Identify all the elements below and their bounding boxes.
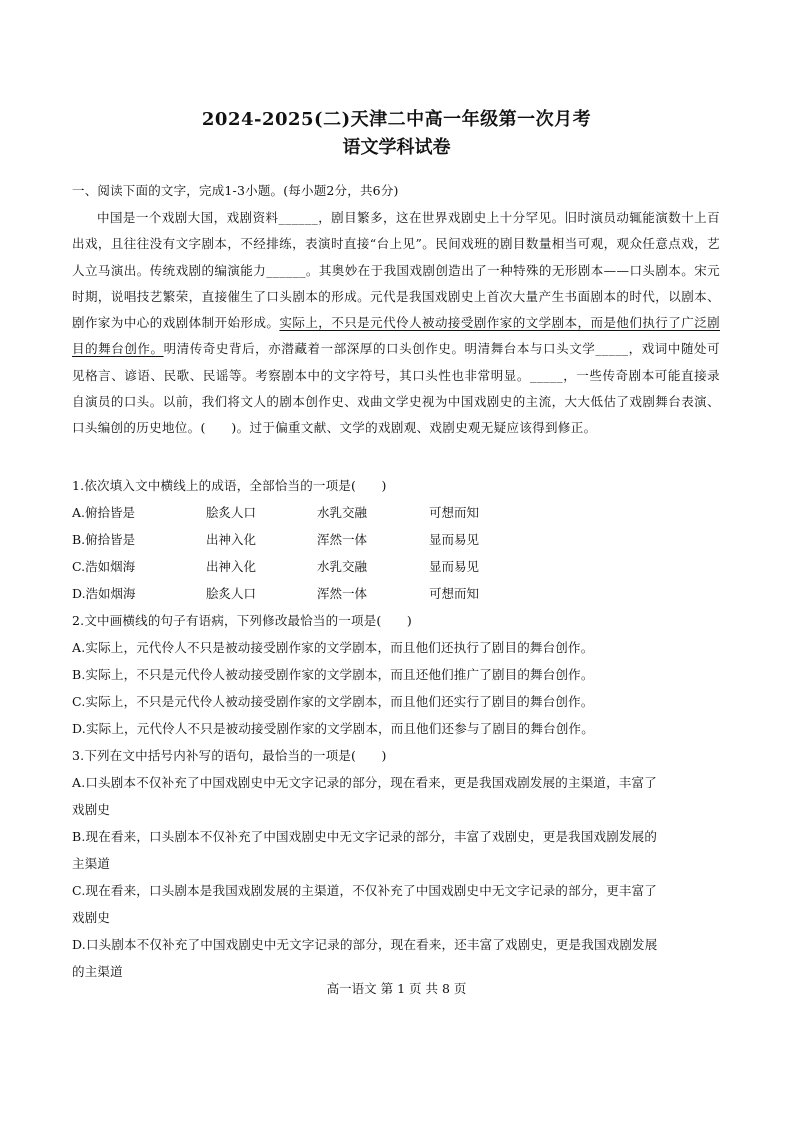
option-a-3: 水乳交融: [317, 505, 368, 520]
question-3-option-a-line-1: A.口头剧本不仅补充了中国戏剧史中无文字记录的部分，现在看来，更是我国戏剧发展的主渠道，丰富了: [72, 775, 657, 790]
option-b-2: 出神入化: [206, 532, 257, 547]
option-d-4: 可想而知: [429, 586, 480, 601]
exam-subtitle: 语文学科试卷: [342, 137, 451, 158]
option-a-1: A.俯拾皆是: [72, 505, 136, 520]
passage-part-2: 明清传奇史背后，亦潜藏着一部深厚的口头创作史。明清舞台本与口头文学_____，戏词中随处可见格言、谚语、民歌、民谣等。考察剧本中的文字符号，其口头性也非常明显。_____，一些传奇剧本可能直接录自演员的口头。以前，我们将文人的剧本创作史、戏曲文学史视为中国戏剧史的主流，大大低估了戏剧舞台表演、口头编创的历史地位。( )。过于偏重文献、文学的戏剧观、戏剧史观无疑应该得到修正。: [72, 341, 720, 436]
question-2-option-a: A.实际上，元代伶人不只是被动接受剧作家的文学剧本，而且他们还执行了剧目的舞台创作。: [72, 640, 594, 655]
option-d-1: D.浩如烟海: [72, 586, 136, 601]
reading-passage: [72, 205, 720, 442]
question-2-stem: 2.文中画横线的句子有语病，下列修改最恰当的一项是( ): [72, 613, 412, 628]
question-2-option-d: D.实际上，元代伶人不只是被动接受剧作家的文学剧本，而且他们还参与了剧目的舞台创作。: [72, 721, 594, 736]
option-a-4: 可想而知: [429, 505, 480, 520]
question-1-stem: 1.依次填入文中横线上的成语，全部恰当的一项是( ): [72, 478, 387, 493]
option-b-3: 浑然一体: [317, 532, 368, 547]
option-d-3: 浑然一体: [317, 586, 368, 601]
question-3-option-d-line-2: 的主渠道: [72, 964, 123, 979]
option-c-2: 出神入化: [206, 559, 257, 574]
question-3-option-c-line-1: C.现在看来，口头剧本是我国戏剧发展的主渠道，不仅补充了中国戏剧史中无文字记录的部分，更丰富了: [72, 883, 657, 898]
question-3-option-a-line-2: 戏剧史: [72, 802, 111, 817]
option-b-1: B.俯拾皆是: [72, 532, 136, 547]
question-2-option-c: C.实际上，不只是元代伶人被动接受剧作家的文学剧本，而且他们还实行了剧目的舞台创作。: [72, 694, 594, 709]
option-c-1: C.浩如烟海: [72, 559, 136, 574]
question-3-option-d-line-1: D.口头剧本不仅补充了中国戏剧史中无文字记录的部分，现在看来，还丰富了戏剧史，更是我国戏剧发展: [72, 937, 658, 952]
option-b-4: 显而易见: [429, 532, 480, 547]
question-3-stem: 3.下列在文中括号内补写的语句，最恰当的一项是( ): [72, 748, 387, 763]
question-3-option-b-line-2: 主渠道: [72, 856, 111, 871]
underlined-sentence: 实际上，不只是元代伶人被动接受剧作家的文学剧本，而是他们执行了广泛剧目的舞台创作。: [72, 315, 721, 357]
option-c-3: 水乳交融: [317, 559, 368, 574]
question-2-option-b: B.实际上，不只是元代伶人被动接受剧作家的文学剧本，而且还他们推广了剧目的舞台创作。: [72, 667, 594, 682]
section-heading: 一、阅读下面的文字，完成1-3小题。(每小题2分，共6分): [72, 183, 399, 198]
page-footer: 高一语文 第 1 页 共 8 页: [326, 981, 467, 996]
option-a-2: 脍炙人口: [206, 505, 257, 520]
option-d-2: 脍炙人口: [206, 586, 257, 601]
question-3-option-b-line-1: B.现在看来，口头剧本不仅补充了中国戏剧史中无文字记录的部分，丰富了戏剧史，更是我国戏剧发展的: [72, 829, 658, 844]
exam-title: 2024-2025(二)天津二中高一年级第一次月考: [201, 109, 592, 130]
question-3-option-c-line-2: 戏剧史: [72, 910, 111, 925]
passage-part-1: 中国是一个戏剧大国，戏剧资料______，剧目繁多，这在世界戏剧史上十分罕见。旧时演员动辄能演数十上百出戏，且往往没有文字剧本，不经排练，表演时直接“台上见”。民间戏班的剧目数量相当可观，观众任意点戏，艺人立马演出。传统戏剧的编演能力______。其奥妙在于我国戏剧创造出了一种特殊的无形剧本——口头剧本。宋元时期，说唱技艺繁荣，直接催生了口头剧本的形成。元代是我国戏剧史上首次大量产生书面剧本的时代，以剧本、剧作家为中心的戏剧体制开始形成。: [72, 210, 720, 331]
option-c-4: 显而易见: [429, 559, 480, 574]
